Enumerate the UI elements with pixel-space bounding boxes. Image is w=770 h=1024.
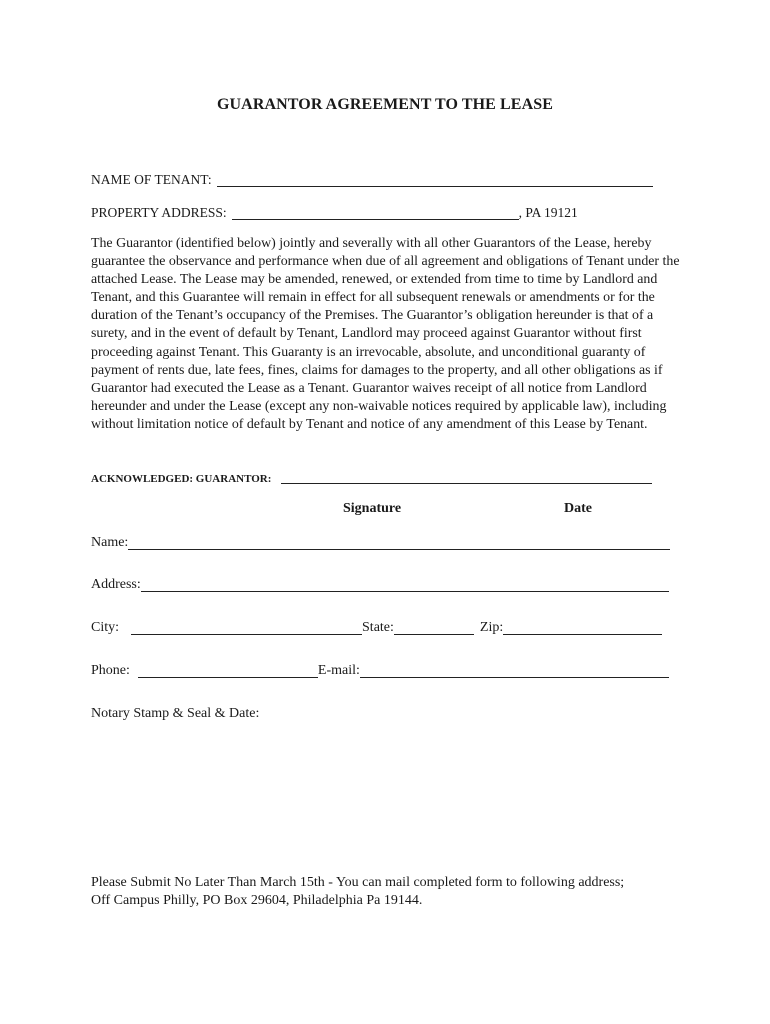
acknowledged-row	[91, 469, 652, 485]
state-field[interactable]	[394, 620, 474, 635]
signature-label: Signature	[343, 501, 402, 516]
phone-field[interactable]	[138, 663, 318, 678]
name-field[interactable]	[128, 535, 670, 550]
address-label: Address:	[91, 577, 141, 592]
agreement-body: The Guarantor (identified below) jointly and severally with all other Guarantors of the Lease, hereby guarantee the observance and performance when due of all agreement and obligations of Tenant under the attached Lease. The Lease may be amended, renewed, or extended from time to time by Landlord and Tenant, and this Guarantee will remain in effect for all subsequent renewals or amendments or for the duration of the Tenant’s occupancy of the Premises. The Guarantor’s obligation hereunder is that of a surety, and in the event of default by Tenant, Landlord may proceed against Guarantor without first proceeding against Tenant. This Guaranty is an irrevocable, absolute, and unconditional guaranty of payment of rents due, late fees, fines, claims for damages to the property, and all other obligations as if Guarantor had executed the Lease as a Tenant. Guarantor waives receipt of all notice from Landlord hereunder and under the Lease (except any non-waivable notices required by applicable law), including without limitation notice of default by Tenant and notice of any amendment of this Lease by Tenant.	[91, 236, 680, 432]
tenant-name-row	[91, 172, 653, 188]
tenant-name-field[interactable]	[217, 172, 653, 187]
notary-label: Notary Stamp & Seal & Date:	[91, 706, 260, 721]
property-address-label: PROPERTY ADDRESS:	[91, 205, 227, 220]
address-row	[91, 577, 669, 593]
city-label: City:	[91, 620, 120, 635]
date-label: Date	[564, 501, 592, 516]
property-address-suffix: , PA 19121	[518, 205, 578, 220]
submission-line-1: Please Submit No Later Than March 15th - You can mail completed form to following address;	[91, 875, 625, 890]
phone-email-row	[91, 663, 669, 679]
email-field[interactable]	[360, 663, 669, 678]
property-address-row	[91, 205, 578, 221]
name-row	[91, 535, 670, 551]
name-label: Name:	[91, 535, 129, 550]
submission-line-2: Off Campus Philly, PO Box 29604, Philadelphia Pa 19144.	[91, 893, 423, 908]
acknowledged-label: ACKNOWLEDGED: GUARANTOR:	[91, 473, 272, 485]
state-label: State:	[362, 620, 394, 635]
guarantor-signature-field[interactable]	[281, 469, 652, 484]
submission-instructions	[91, 874, 711, 910]
email-label: E-mail:	[317, 663, 360, 678]
zip-label: Zip:	[479, 620, 504, 635]
tenant-name-label: NAME OF TENANT:	[91, 172, 212, 187]
address-field[interactable]	[141, 577, 669, 592]
document-title: GUARANTOR AGREEMENT TO THE LEASE	[216, 96, 554, 113]
city-state-zip-row	[91, 620, 662, 636]
property-address-field[interactable]	[232, 205, 519, 220]
zip-field[interactable]	[503, 620, 662, 635]
phone-label: Phone:	[91, 663, 130, 678]
city-field[interactable]	[131, 620, 362, 635]
